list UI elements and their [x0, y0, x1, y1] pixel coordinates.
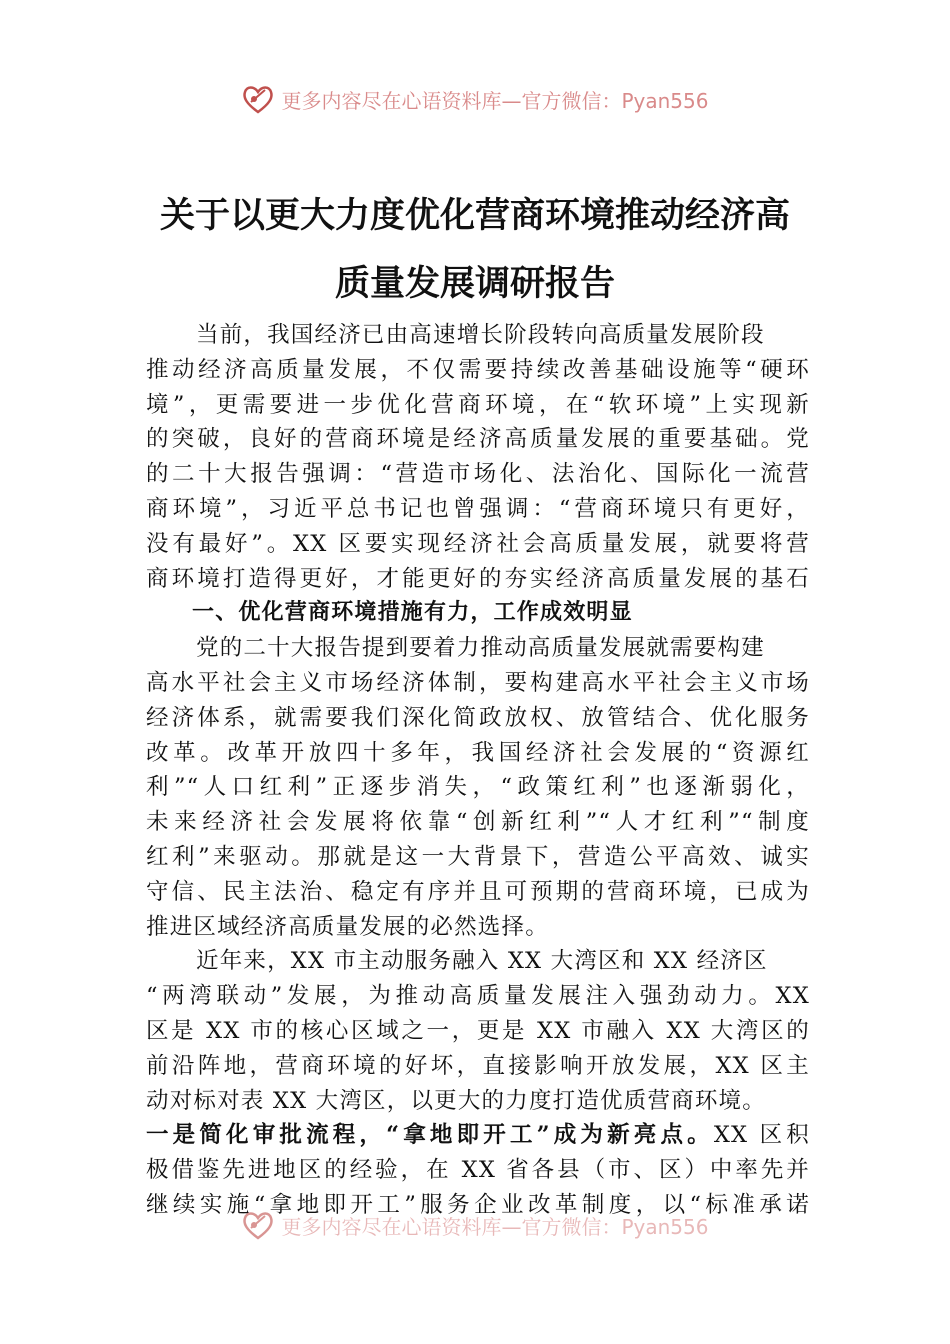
heart-logo-icon [241, 1208, 275, 1242]
paragraph-line: 的二十大报告强调：“营造市场化、法治化、国际化一流营 [146, 461, 810, 488]
paragraph-line: 未来经济社会发展将依靠“创新红利”“人才红利”“制度 [146, 809, 810, 836]
paragraph-line: “两湾联动”发展，为推动高质量发展注入强劲动力。XX [146, 983, 810, 1010]
paragraph-line: 境”，更需要进一步优化营商环境，在“软环境”上实现新 [146, 391, 810, 418]
paragraph-line: 的突破，良好的营商环境是经济高质量发展的重要基础。党 [146, 426, 810, 453]
paragraph-line: 前沿阵地，营商环境的好坏，直接影响开放发展，XX 区主 [146, 1052, 810, 1079]
paragraph-line: 党的二十大报告提到要着力推动高质量发展就需要构建 [196, 635, 765, 662]
watermark-text: 更多内容尽在心语资料库—官方微信：Pyan556 [281, 88, 709, 113]
heart-logo-icon [241, 82, 275, 116]
paragraph-line: 改革。改革开放四十多年，我国经济社会发展的“资源红 [146, 739, 810, 766]
paragraph-line: 商环境打造得更好，才能更好的夯实经济高质量发展的基石 [146, 565, 810, 592]
document-title-line1: 关于以更大力度优化营商环境推动经济高 [159, 195, 790, 236]
paragraph-line: 当前，我国经济已由高速增长阶段转向高质量发展阶段 [196, 322, 765, 348]
paragraph-line: 推进区域经济高质量发展的必然选择。 [146, 913, 549, 940]
paragraph-line: 红利”来驱动。那就是这一大背景下，营造公平高效、诚实 [146, 843, 810, 870]
paragraph-line: 商环境”，习近平总书记也曾强调：“营商环境只有更好， [146, 495, 810, 522]
bold-lead: 一是简化审批流程，“拿地即开工”成为新亮点。 [146, 1122, 714, 1149]
lead-tail: XX 区积 [713, 1122, 810, 1149]
paragraph-line: 守信、民主法治、稳定有序并且可预期的营商环境，已成为 [146, 878, 810, 905]
document-body [146, 318, 810, 1223]
paragraph-line: 动对标对表 XX 大湾区，以更大的力度打造优质营商环境。 [146, 1087, 766, 1114]
paragraph-line: 推动经济高质量发展，不仅需要持续改善基础设施等“硬环 [146, 356, 810, 383]
paragraph-line: 没有最好”。XX 区要实现经济社会高质量发展，就要将营 [146, 530, 810, 557]
watermark-top [0, 82, 950, 116]
paragraph-line: 区是 XX 市的核心区域之一，更是 XX 市融入 XX 大湾区的 [146, 1017, 810, 1044]
paragraph-line: 近年来，XX 市主动服务融入 XX 大湾区和 XX 经济区 [196, 948, 768, 975]
section-heading: 一、优化营商环境措施有力，工作成效明显 [192, 600, 633, 626]
paragraph-line: 利”“人口红利”正逐步消失，“政策红利”也逐渐弱化， [146, 774, 810, 801]
document-title-line2: 质量发展调研报告 [334, 263, 615, 304]
paragraph-line: 极借鉴先进地区的经验，在 XX 省各县（市、区）中率先并 [146, 1157, 810, 1184]
watermark-bottom [0, 1208, 950, 1242]
paragraph-line: 继续实施“拿地即开工”服务企业改革制度，以“标准承诺 [146, 1191, 810, 1218]
paragraph-line: 高水平社会主义市场经济体制，要构建高水平社会主义市场 [146, 669, 810, 696]
watermark-text: 更多内容尽在心语资料库—官方微信：Pyan556 [281, 1214, 709, 1239]
paragraph-line [146, 1118, 810, 1153]
paragraph-line: 经济体系，就需要我们深化简政放权、放管结合、优化服务 [146, 704, 810, 731]
